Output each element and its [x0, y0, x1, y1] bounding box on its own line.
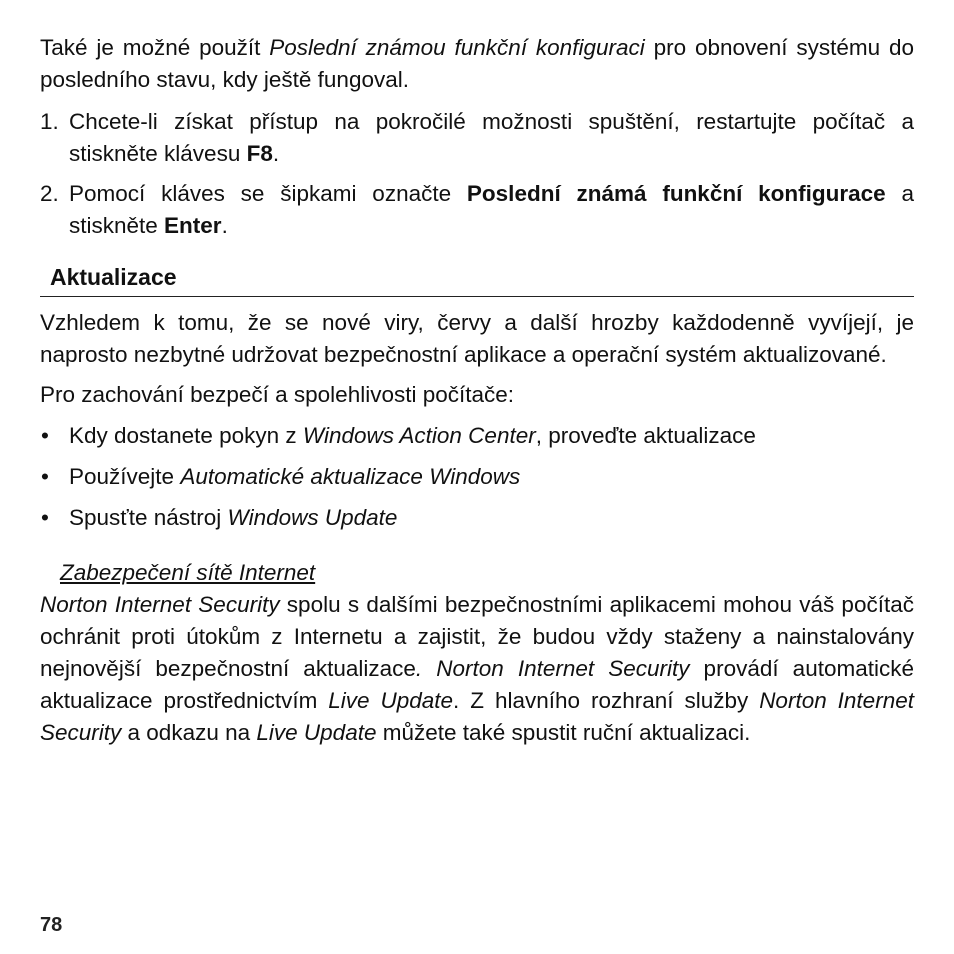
product-name: Norton Internet Security — [40, 688, 914, 745]
bullet-emphasis: Windows Update — [227, 505, 398, 530]
step-key-f8: F8 — [246, 141, 273, 166]
section-heading: Aktualizace — [40, 261, 914, 297]
step-text: Chcete-li získat přístup na pokročilé možnosti spuštění, restartujte počítač a stiskněte klávesu — [69, 109, 914, 166]
bullet-marker: • — [41, 505, 49, 530]
bullet-text: Spusťte nástroj — [69, 505, 228, 530]
bullet-text-end: , proveďte aktualizace — [535, 423, 756, 448]
product-name: Norton Internet Security — [40, 592, 280, 617]
feature-name: Live Update — [328, 688, 454, 713]
paragraph-text: . Z hlavního rozhraní služby — [453, 688, 760, 713]
numbered-step-2 — [40, 178, 914, 242]
paragraph-text: můžete také spustit ruční aktualizaci. — [376, 720, 751, 745]
step-option-name: Poslední známá funkční konfigurace — [466, 181, 886, 206]
paragraph-text: a odkazu na — [121, 720, 257, 745]
feature-name: Live Update — [256, 720, 377, 745]
numbered-step-1 — [40, 106, 914, 170]
product-name: . Norton Internet Security — [415, 656, 690, 681]
step-text: Pomocí kláves se šipkami označte — [69, 181, 467, 206]
subsection-paragraph — [40, 589, 914, 749]
step-text-end: . — [272, 141, 280, 166]
section-paragraph-1: Vzhledem k tomu, že se nové viry, červy a další hrozby každodenně vyvíjejí, je naprosto nezbytné udržovat bezpečnostní aplikace a operační systém aktualizované. — [40, 310, 914, 367]
bullet-emphasis: Automatické aktualizace Windows — [180, 464, 521, 489]
subsection-heading: Zabezpečení sítě Internet — [60, 560, 316, 585]
bullet-emphasis: Windows Action Center — [302, 423, 536, 448]
paragraph-text: spolu s dalšími bezpečnostními aplikacemi mohou váš počítač ochránit proti útokům z Internetu a zajistit, že budou vždy staženy a nainstalovány nejnovější bezpečnostní aktualizace — [40, 592, 914, 681]
bullet-text: Používejte — [69, 464, 181, 489]
intro-emphasis: Poslední známou funkční konfiguraci — [269, 35, 645, 60]
intro-text-end: pro obnovení systému do posledního stavu, kdy ještě fungoval. — [40, 35, 915, 92]
step-text-end: . — [221, 213, 228, 238]
bullet-item — [40, 420, 914, 452]
bullet-marker: • — [41, 423, 49, 448]
page-content — [40, 32, 914, 749]
paragraph-text: provádí automatické aktualizace prostřednictvím — [40, 656, 914, 713]
step-text-middle: a stiskněte — [69, 181, 914, 238]
step-number: 1. — [40, 109, 59, 134]
bullet-marker: • — [41, 464, 49, 489]
bullet-text: Kdy dostanete pokyn z — [69, 423, 303, 448]
section-paragraph-2: Pro zachování bezpečí a spolehlivosti počítače: — [40, 382, 515, 407]
bullet-item — [40, 502, 914, 534]
step-key-enter: Enter — [164, 213, 222, 238]
step-number: 2. — [40, 181, 59, 206]
intro-paragraph — [40, 32, 914, 96]
intro-text: Také je možné použít — [40, 35, 270, 60]
page-number: 78 — [40, 914, 63, 936]
bullet-item — [40, 461, 914, 493]
